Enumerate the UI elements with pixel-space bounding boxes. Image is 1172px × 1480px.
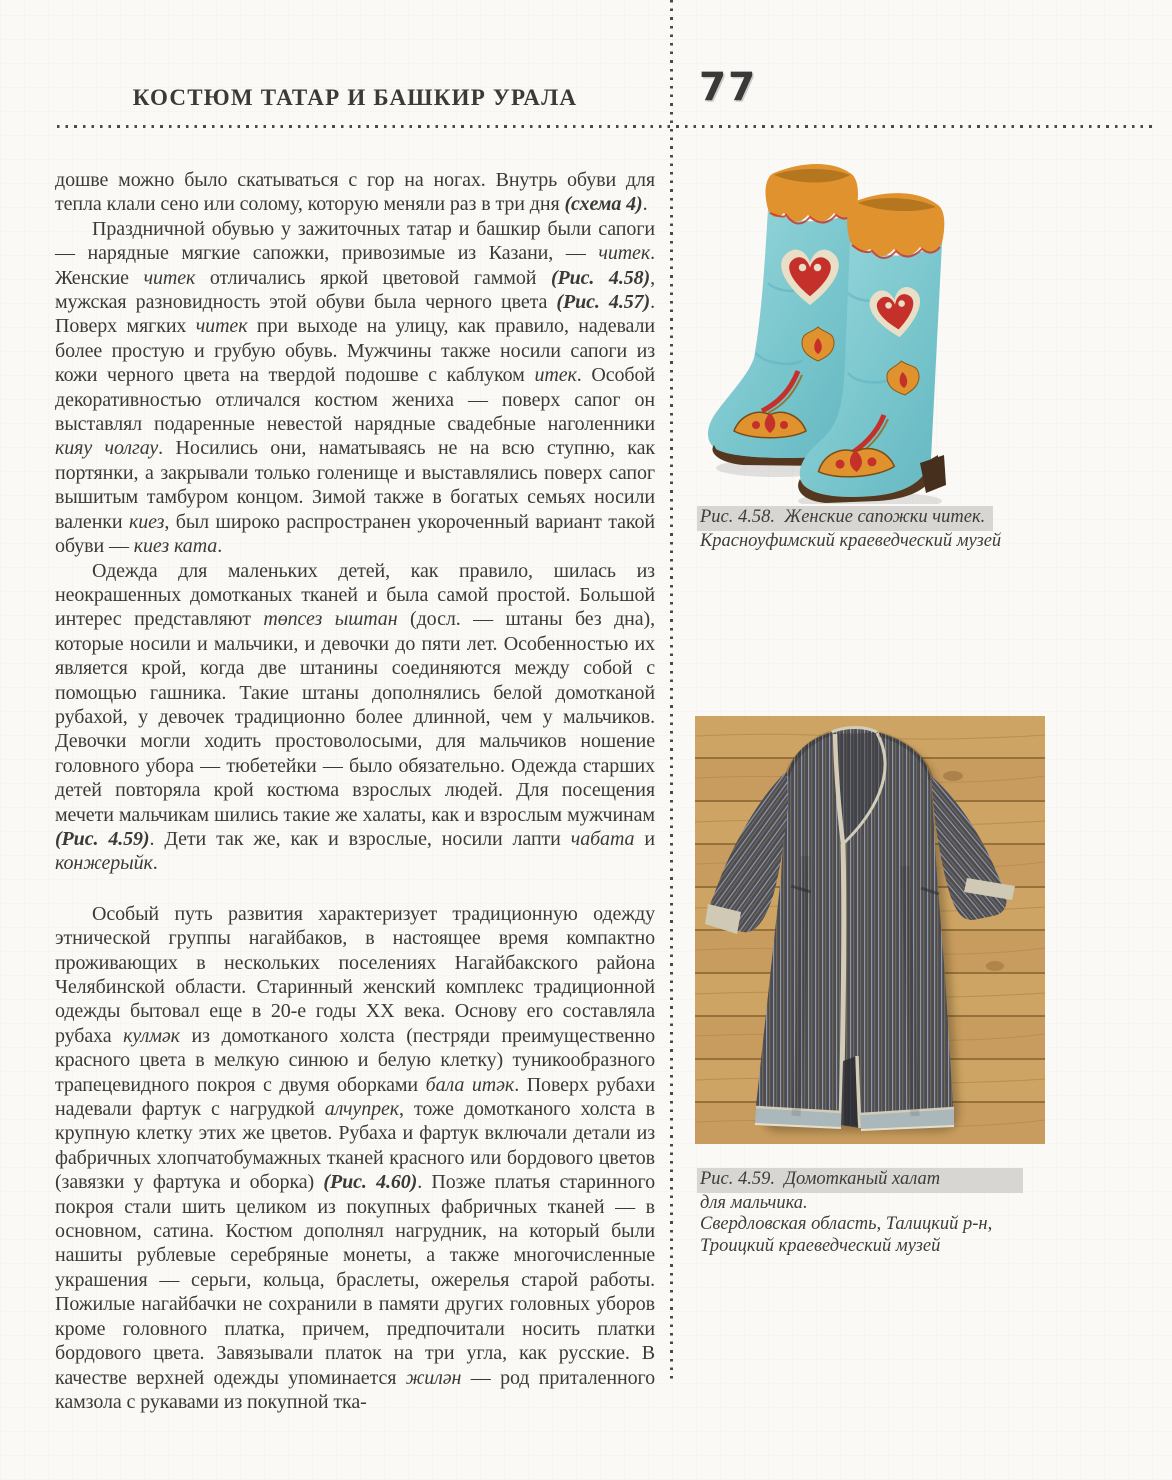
figure-caption-line: Рис. 4.59. Домотканый халат <box>697 1168 1023 1193</box>
figure-4-59 <box>695 716 1045 1144</box>
article-text <box>55 168 655 1414</box>
figure-caption-line: Свердловская область, Талицкий р-н, <box>700 1214 993 1234</box>
figure-4-58 <box>698 162 998 504</box>
figure-caption-line: для мальчика. <box>700 1192 808 1213</box>
figure-caption-4-59 <box>700 1168 1045 1257</box>
robe-photo <box>695 716 1045 1144</box>
figure-caption-4-58 <box>700 506 1030 552</box>
page-header-title: КОСТЮМ ТАТАР И БАШКИР УРАЛА <box>132 85 578 110</box>
paragraph: Праздничной обувью у зажиточных татар и башкир были сапоги — нарядные мягкие сапожки, привозимые из Казани, — читек. Женские читек отличались яркой цветовой гаммой (Рис. 4.58), мужская разновидность этой обуви была черного цвета (Рис. 4.57). Поверх мягких читек при выходе на улицу, как правило, надевали более простую и грубую обувь. Мужчины также носили сапоги из кожи черного цвета на твердой подошве с каблуком итек. Особой декоративностью отличался костюм жениха — поверх сапог он выставлял подаренные невестой нарядные свадебные наголенники кияу чолгау. Носились они, наматываясь не на всю ступню, как портянки, а закрывали только голенище и выставлялись поверх сапог вышитым тамбуром концом. Зимой также в богатых семьях носили валенки киез, был широко распространен укороченный вариант такой обуви — киез ката. <box>55 217 656 558</box>
paragraph: Особый путь развития характеризует традиционную одежду этнической группы нагайбаков, в настоящее время компактно проживающих в нескольких поселениях Нагайбакского района Челябинской области. Старинный женский комплекс традиционной одежды бытовал еще в 20-е годы XX века. Основу его составляла рубаха кулмәк из домотканого холста (пестряди преимущественно красного цвета в мелкую синюю и белую клетку) туникообразного трапецевидного покроя с двумя оборками бала итәк. Поверх рубахи надевали фартук с нагрудкой алчупрек, тоже домотканого холста в крупную клетку этих же цветов. Рубаха и фартук включали детали из фабричных хлопчатобумажных тканей красного или бордового цветов (завязки у фартука и оборка) (Рис. 4.60). Позже платья старинного покроя стали шить целиком из покупных фабричных тканей — в основном, сатина. Костюм дополнял нагрудник, на который были нашиты рублевые серебряные монеты, а также многочисленные украшения — серьги, кольца, браслеты, ожерелья старой работы. Пожилые нагайбачки не сохранили в памяти других головных уборов кроме головного платка, причем, предпочитали носить платки бордового цвета. Завязывали платок на три угла, как русские. В качестве верхней одежды упоминается жилән — род приталенного камзола с рукавами из покупной тка- <box>55 902 655 1413</box>
figure-caption-line: Троицкий краеведческий музей <box>700 1235 941 1256</box>
figure-caption-line: Красноуфимский краеведческий музей <box>700 530 1002 551</box>
page-number: 77 <box>699 65 758 110</box>
column-divider-dotted-rule <box>670 0 673 1380</box>
header-dotted-rule <box>57 125 1157 128</box>
paragraph: Одежда для маленьких детей, как правило, шилась из неокрашенных домотканых тканей и была самой простой. Большой интерес представляют төпсез ыштан (досл. — штаны без дна), которые носили и мальчики, и девочки до пяти лет. Особенностью их является крой, когда две штанины соединяются между собой с помощью гашника. Такие штаны дополнялись белой домотканой рубахой, у девочек традиционно более длинной, чем у мальчиков. Девочки могли ходить простоволосыми, для мальчиков ношение головного убора — тюбетейки — было обязательно. Одежда старших детей повторяла крой костюма взрослых людей. Для посещения мечети мальчикам шились такие же халаты, как и взрослым мужчинам (Рис. 4.59). Дети так же, как и взрослые, носили лапти чабата и конжерыйк. <box>55 559 655 875</box>
boots-photo <box>698 162 998 504</box>
figure-caption-line: Рис. 4.58. Женские сапожки читек. <box>697 506 993 531</box>
paragraph: дошве можно было скатываться с гор на ногах. Внутрь обуви для тепла клали сено или солому, которую меняли раз в три дня (схема 4). <box>55 169 655 216</box>
